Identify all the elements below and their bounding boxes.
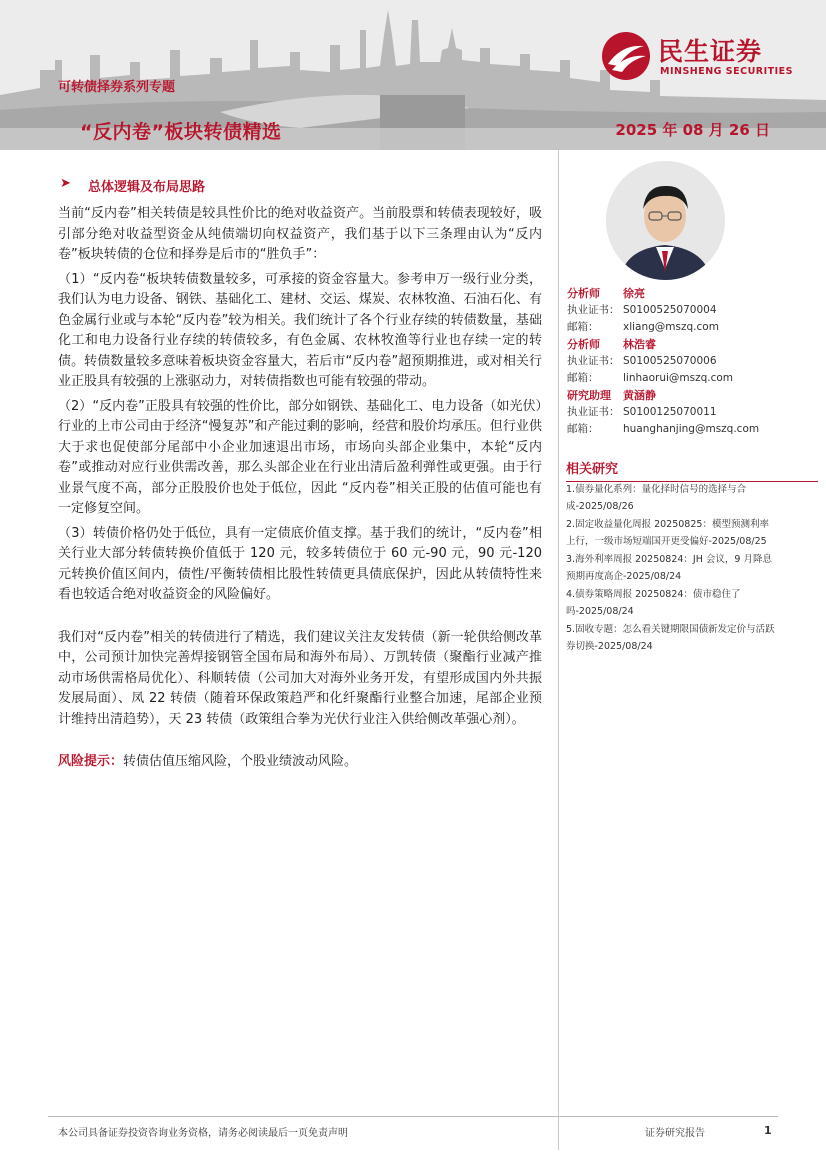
intro-paragraph: 当前“反内卷”相关转债是较具性价比的绝对收益资产。当前股票和转债表现较好，吸引部分绝对收益型资金从纯债端切向权益资产，我们基于以下三条理由认为“反内卷”板块转债的仓位和择券是后市的“胜负手”：	[58, 206, 542, 262]
analyst-block	[567, 336, 817, 387]
logo-text-en: MINSHENG SECURITIES	[660, 66, 793, 77]
point-2-paragraph: （2）“反内卷”正股具有较强的性价比，部分如钢铁、基础化工、电力设备（如光伏）行业的上市公司由于经济“慢复苏”和产能过剩的影响，经营和股价均承压。但行业供大于求也促使部分尾部中小企业加速退出市场，市场向头部企业集中，本轮“反内卷”或推动对应行业供需改善，那么头部企业在行业出清后盈利弹性或更强。由于行业景气度不高，部分正股股价也处于低位，因此 “反内卷”相关正股的估值可能也有一定修复空间。	[58, 398, 542, 516]
related-research-list	[566, 482, 776, 657]
risk-label: 风险提示：	[58, 754, 124, 769]
analyst-name: 林浩睿	[623, 338, 656, 351]
email-link[interactable]: linhaorui@mszq.com	[623, 372, 734, 384]
cert-number: S0100525070004	[623, 304, 717, 316]
page-number: 1	[764, 1124, 772, 1137]
analyst-photo	[606, 161, 725, 280]
related-research-item[interactable]: 1.债券量化系列：量化择时信号的选择与合成-2025/08/26	[566, 484, 747, 512]
email-link[interactable]: huanghanjing@mszq.com	[623, 423, 760, 435]
analyst-name: 黄涵静	[623, 389, 656, 402]
main-content	[58, 176, 542, 772]
analyst-name: 徐亮	[623, 287, 645, 300]
email-label: 邮箱：	[567, 372, 599, 384]
footer-divider	[48, 1116, 778, 1117]
section-heading	[58, 176, 542, 198]
cert-label: 执业证书：	[567, 406, 620, 418]
series-title: 可转债择券系列专题	[58, 80, 176, 95]
minsheng-logo	[600, 30, 810, 82]
minsheng-logo-icon	[600, 30, 652, 82]
footer-report-type: 证券研究报告	[645, 1128, 705, 1139]
cert-label: 执业证书：	[567, 355, 620, 367]
section-title: 总体逻辑及布局思路	[88, 180, 206, 195]
logo-text-cn: 民生证券	[658, 37, 763, 66]
report-title: “反内卷”板块转债精选	[80, 121, 282, 143]
analyst-role: 研究助理	[567, 389, 611, 402]
analyst-role: 分析师	[567, 338, 600, 351]
related-research-item[interactable]: 5.固收专题：怎么看关键期限国债新发定价与活跃券切换-2025/08/24	[566, 624, 775, 652]
report-date: 2025 年 08 月 26 日	[615, 121, 770, 139]
point-3-paragraph: （3）转债价格仍处于低位，具有一定债底价值支撑。基于我们的统计，“反内卷”相关行业大部分转债转换价值低于 120 元，较多转债位于 60 元-90 元，90 元-120 元转换价值区间内，债性/平衡转债相比股性转债更具债底保护，因此从转债特性来看也较适合绝对收益资金的风险偏好。	[58, 525, 542, 602]
cert-number: S0100525070006	[623, 355, 717, 367]
analyst-block	[567, 285, 817, 336]
point-1-paragraph: （1）“反内卷“板块转债数量较多，可承接的资金容量大。参考申万一级行业分类，我们认为电力设备、钢铁、基础化工、建材、交运、煤炭、农林牧渔、石油石化、有色金属行业或与本轮“反内卷”较为相关。我们统计了各个行业存续的转债数量，基础化工和电力设备行业存续的转债较多，有色金属、农林牧渔等行业也存续一定的转债。转债数量较多意味着板块资金容量大，若后市“反内卷”超预期推进，或对相关行业正股具有较强的上涨驱动力，对转债指数也可能有较强的带动。	[58, 271, 542, 389]
email-label: 邮箱：	[567, 321, 599, 333]
sidebar-divider	[558, 150, 559, 1150]
footer-disclaimer: 本公司具备证券投资咨询业务资格，请务必阅读最后一页免责声明	[58, 1128, 348, 1139]
arrow-right-icon: ➤	[60, 176, 71, 191]
analyst-role: 分析师	[567, 287, 600, 300]
related-research-title: 相关研究	[566, 458, 818, 482]
related-research-item[interactable]: 4.债券策略周报 20250824：债市稳住了吗-2025/08/24	[566, 589, 741, 617]
risk-text: 转债估值压缩风险，个股业绩波动风险。	[123, 754, 358, 769]
email-label: 邮箱：	[567, 423, 599, 435]
header-banner	[0, 0, 826, 150]
analyst-info	[567, 285, 817, 438]
related-research-item[interactable]: 3.海外利率周报 20250824：JH 会议，9 月降息预期再度高企-2025/08/24	[566, 554, 772, 582]
risk-warning	[58, 752, 542, 772]
email-link[interactable]: xliang@mszq.com	[623, 321, 719, 333]
cert-label: 执业证书：	[567, 304, 620, 316]
cert-number: S0100125070011	[623, 406, 717, 418]
selection-paragraph: 我们对“反内卷”相关的转债进行了精选，我们建议关注友发转债（新一轮供给侧改革中，公司预计加快完善焊接钢管全国布局和海外布局）、万凯转债（聚酯行业减产推动市场供需格局优化）、科顺转债（公司加大对海外业务开发，有望形成国内外共振发展局面）、凤 22 转债（随着环保政策趋严和化纤聚酯行业整合加速，尾部企业预计维持出清趋势），天 23 转债（政策组合拳为光伏行业注入供给侧改革强心剂）。	[58, 629, 542, 727]
analyst-portrait-image	[606, 161, 725, 280]
related-research-item[interactable]: 2.固定收益量化周报 20250825：模型预测利率上行，一级市场短端国开更受偏好-2025/08/25	[566, 519, 769, 547]
analyst-block	[567, 387, 817, 438]
